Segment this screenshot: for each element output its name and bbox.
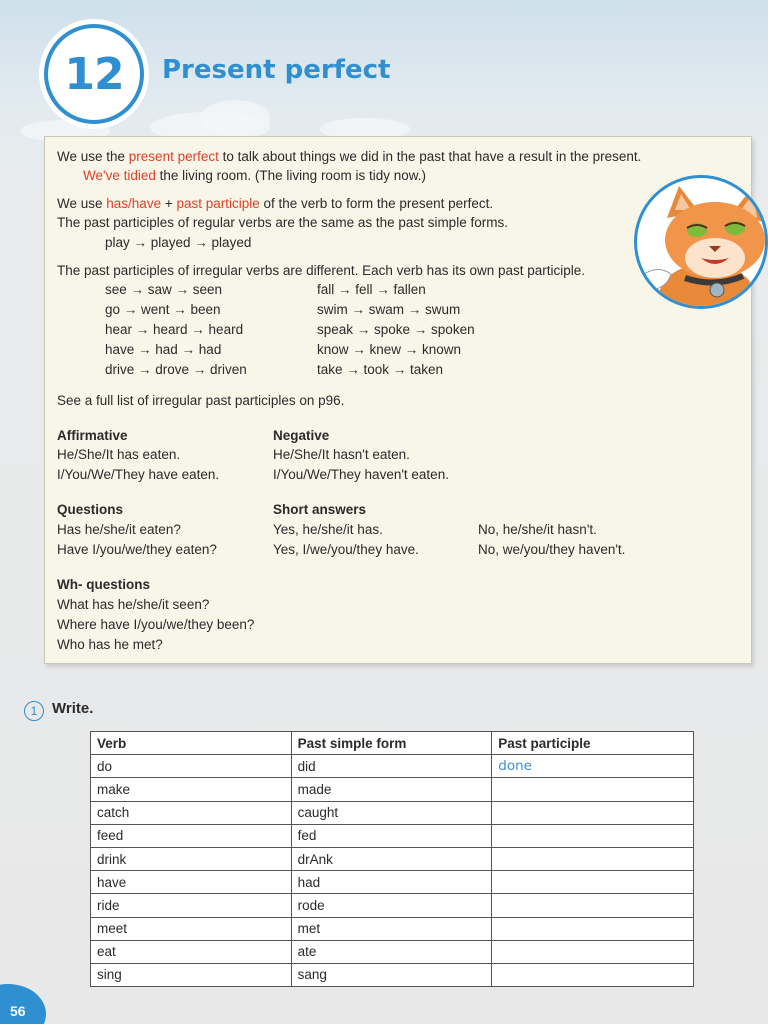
past-simple-cell: caught: [291, 801, 492, 824]
verb-cell: drink: [91, 847, 292, 870]
table-row: [91, 871, 694, 894]
past-simple-cell: ate: [291, 940, 492, 963]
question-line: Have I/you/we/they eaten?: [57, 542, 217, 557]
irregular-example-right: know → knew → known: [317, 342, 462, 357]
table-row: [91, 917, 694, 940]
verb-cell: do: [91, 755, 292, 778]
example-highlight: We've tidied: [83, 168, 156, 183]
unit-number-badge: [44, 24, 144, 124]
past-participle-cell[interactable]: done: [492, 755, 694, 778]
example-line: [83, 166, 426, 185]
questions-heading: Questions: [57, 502, 124, 517]
negative-line: I/You/We/They haven't eaten.: [273, 467, 449, 482]
past-simple-cell: had: [291, 871, 492, 894]
affirmative-line: He/She/It has eaten.: [57, 447, 181, 462]
verb-cell: catch: [91, 801, 292, 824]
negative-line: He/She/It hasn't eaten.: [273, 447, 410, 462]
see-list-note: See a full list of irregular past participles on p96.: [57, 393, 345, 408]
table-row: [91, 894, 694, 917]
wh-question-line: What has he/she/it seen?: [57, 597, 210, 612]
wh-questions-heading: Wh- questions: [57, 577, 150, 592]
intro-highlight: present perfect: [128, 149, 219, 164]
table-row: [91, 755, 694, 778]
table-row: [91, 801, 694, 824]
page-number: 56: [10, 1003, 26, 1019]
past-simple-cell: drAnk: [291, 847, 492, 870]
past-participle-cell[interactable]: [492, 963, 694, 986]
past-participle-cell[interactable]: [492, 894, 694, 917]
past-participle-cell[interactable]: [492, 778, 694, 801]
form-hashave: has/have: [106, 196, 162, 211]
table-row: [91, 847, 694, 870]
verb-cell: make: [91, 778, 292, 801]
verb-cell: have: [91, 871, 292, 894]
past-participle-cell[interactable]: [492, 847, 694, 870]
affirmative-line: I/You/We/They have eaten.: [57, 467, 220, 482]
unit-number: 12: [64, 48, 124, 100]
table-row: [91, 940, 694, 963]
verb-cell: eat: [91, 940, 292, 963]
intro-line: [57, 147, 641, 166]
table-header-row: [91, 732, 694, 755]
past-simple-cell: met: [291, 917, 492, 940]
past-participle-cell[interactable]: [492, 940, 694, 963]
short-answer-yes: Yes, I/we/you/they have.: [273, 542, 419, 557]
past-simple-cell: rode: [291, 894, 492, 917]
past-simple-cell: sang: [291, 963, 492, 986]
past-simple-cell: fed: [291, 824, 492, 847]
wh-question-line: Where have I/you/we/they been?: [57, 617, 255, 632]
negative-heading: Negative: [273, 428, 330, 443]
irregular-example-left: drive → drove → driven: [105, 362, 247, 377]
form-text: We use: [57, 196, 107, 211]
column-header: Past participle: [492, 732, 694, 755]
cat-mascot-icon: [634, 175, 768, 309]
past-simple-cell: made: [291, 778, 492, 801]
irregular-example-right: take → took → taken: [317, 362, 444, 377]
form-plus: +: [161, 196, 177, 211]
table-row: [91, 963, 694, 986]
short-answer-no: No, we/you/they haven't.: [478, 542, 626, 557]
irregular-example-left: see → saw → seen: [105, 282, 223, 297]
short-answer-no: No, he/she/it hasn't.: [478, 522, 597, 537]
exercise-number-badge: [24, 701, 44, 721]
intro-text: We use the: [57, 149, 129, 164]
wh-question-line: Who has he met?: [57, 637, 163, 652]
irregular-example-right: speak → spoke → spoken: [317, 322, 475, 337]
past-participle-cell[interactable]: [492, 824, 694, 847]
irregular-example-left: have → had → had: [105, 342, 222, 357]
example-text: the living room. (The living room is tidy now.): [155, 168, 426, 183]
verb-cell: feed: [91, 824, 292, 847]
column-header: Verb: [91, 732, 292, 755]
irregular-example-right: swim → swam → swum: [317, 302, 461, 317]
past-simple-cell: did: [291, 755, 492, 778]
irregular-example-left: hear → heard → heard: [105, 322, 244, 337]
regular-note: The past participles of regular verbs are the same as the past simple forms.: [57, 215, 508, 230]
regular-example: play → played → played: [105, 235, 252, 250]
verb-table: [90, 731, 694, 987]
form-line: [57, 194, 493, 213]
past-participle-cell[interactable]: [492, 801, 694, 824]
exercise-number: 1: [30, 704, 38, 718]
table-row: [91, 778, 694, 801]
past-participle-cell[interactable]: [492, 871, 694, 894]
table-row: [91, 824, 694, 847]
verb-cell: sing: [91, 963, 292, 986]
short-answers-heading: Short answers: [273, 502, 367, 517]
page-title: Present perfect: [162, 55, 391, 85]
verb-cell: ride: [91, 894, 292, 917]
short-answer-yes: Yes, he/she/it has.: [273, 522, 383, 537]
irregular-note: The past participles of irregular verbs are different. Each verb has its own past participle.: [57, 263, 586, 278]
cloud-decoration: [200, 100, 270, 136]
verb-cell: meet: [91, 917, 292, 940]
affirmative-heading: Affirmative: [57, 428, 128, 443]
form-text-end: of the verb to form the present perfect.: [259, 196, 494, 211]
exercise-title: Write.: [52, 700, 94, 717]
form-past-participle: past participle: [176, 196, 260, 211]
past-participle-cell[interactable]: [492, 917, 694, 940]
question-line: Has he/she/it eaten?: [57, 522, 181, 537]
irregular-example-left: go → went → been: [105, 302, 221, 317]
intro-text-end: to talk about things we did in the past that have a result in the present.: [218, 149, 642, 164]
irregular-example-right: fall → fell → fallen: [317, 282, 426, 297]
column-header: Past simple form: [291, 732, 492, 755]
